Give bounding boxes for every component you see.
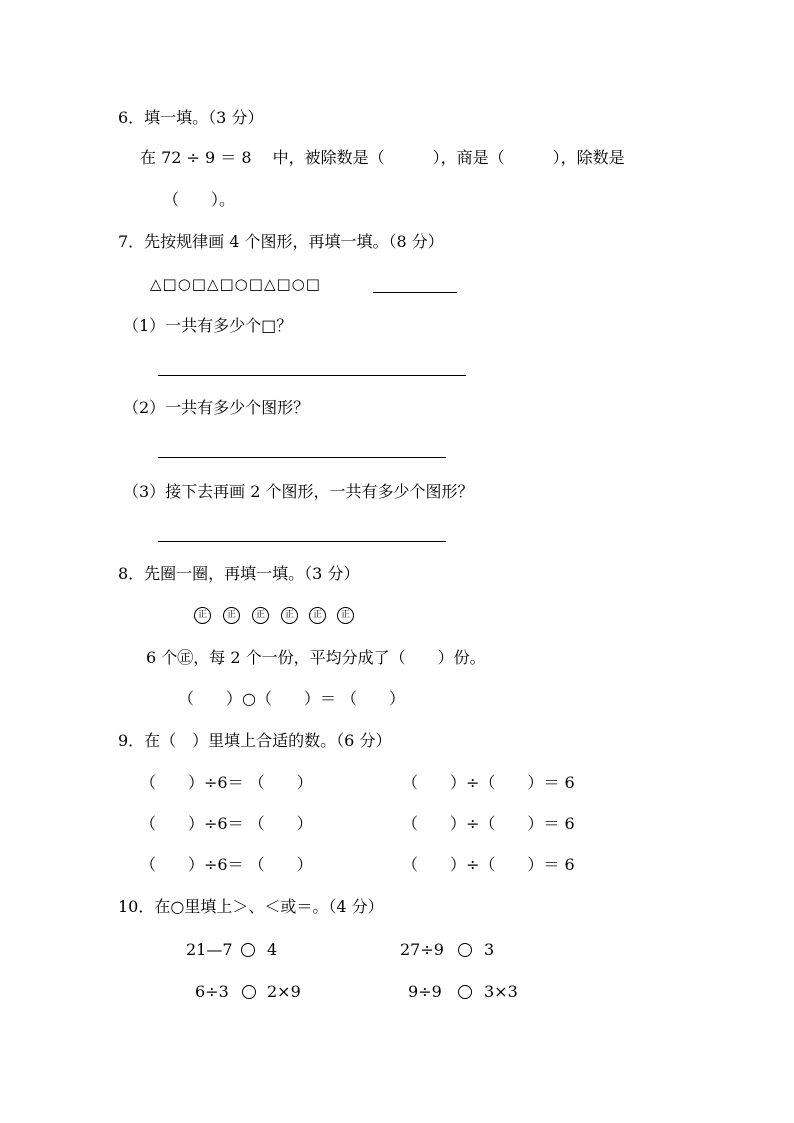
q7-shape-sequence: △□○□△□○□△□○□ [150,275,321,293]
peach-icon: 正 [252,607,269,624]
q9-title: 9．在（ ）里填上合适的数。（6 分） [118,731,392,750]
peach-icon: 正 [309,607,326,624]
peach-icon: 正 [337,607,354,624]
q8-title: 8．先圈一圈，再填一填。（3 分） [118,564,360,583]
q7-title: 7．先按规律画 4 个图形，再填一填。（8 分） [118,232,444,251]
q10-item-3-left: 6÷3 [195,982,229,1001]
q9-right-row-3: （ ）÷（ ）＝ 6 [402,855,575,874]
q7-sub3: （3）接下去再画 2 个图形，一共有多少个图形？ [123,482,474,501]
compare-circle[interactable] [241,943,255,957]
q10-item-4-right: 3×3 [484,982,518,1001]
q10-item-1-right: 4 [267,940,278,959]
peach-icon: 正 [194,607,211,624]
q8-line1: 6 个㊣，每 2 个一份，平均分成了（ ）份。 [146,648,486,667]
compare-circle[interactable] [458,985,472,999]
q7-sub3-answer-line[interactable] [158,541,446,542]
q7-sub2: （2）一共有多少个图形？ [123,398,310,417]
q10-item-4-left: 9÷9 [408,982,442,1001]
q7-sub2-answer-line[interactable] [158,457,446,458]
q10-item-2-left: 27÷9 [400,940,444,959]
q9-right-row-2: （ ）÷（ ）＝ 6 [402,814,575,833]
q7-shapes-answer-line[interactable] [373,292,457,293]
compare-circle[interactable] [242,985,256,999]
q10-item-1-left: 21—7 [186,940,233,959]
q9-left-row-3: （ ）÷6＝ （ ） [140,855,313,874]
q7-sub1: （1）一共有多少个□？ [123,316,293,335]
q10-item-3-right: 2×9 [267,982,301,1001]
q9-left-row-1: （ ）÷6＝ （ ） [140,773,313,792]
q6-line1: 在 72 ÷ 9 ＝ 8 中，被除数是（ ），商是（ ），除数是 [140,148,625,167]
compare-circle[interactable] [458,943,472,957]
q9-left-row-2: （ ）÷6＝ （ ） [140,814,313,833]
q6-title: 6．填一填。（3 分） [118,108,264,127]
q6-line2: （ ）。 [163,190,236,209]
q7-sub1-answer-line[interactable] [158,375,466,376]
peach-icon: 正 [223,607,240,624]
q10-title: 10．在○里填上＞、＜或＝。（4 分） [118,897,384,916]
peach-icon: 正 [281,607,298,624]
q9-right-row-1: （ ）÷（ ）＝ 6 [402,773,575,792]
q8-line2: （ ）○（ ）＝ （ ） [178,689,406,708]
q10-item-2-right: 3 [484,940,495,959]
